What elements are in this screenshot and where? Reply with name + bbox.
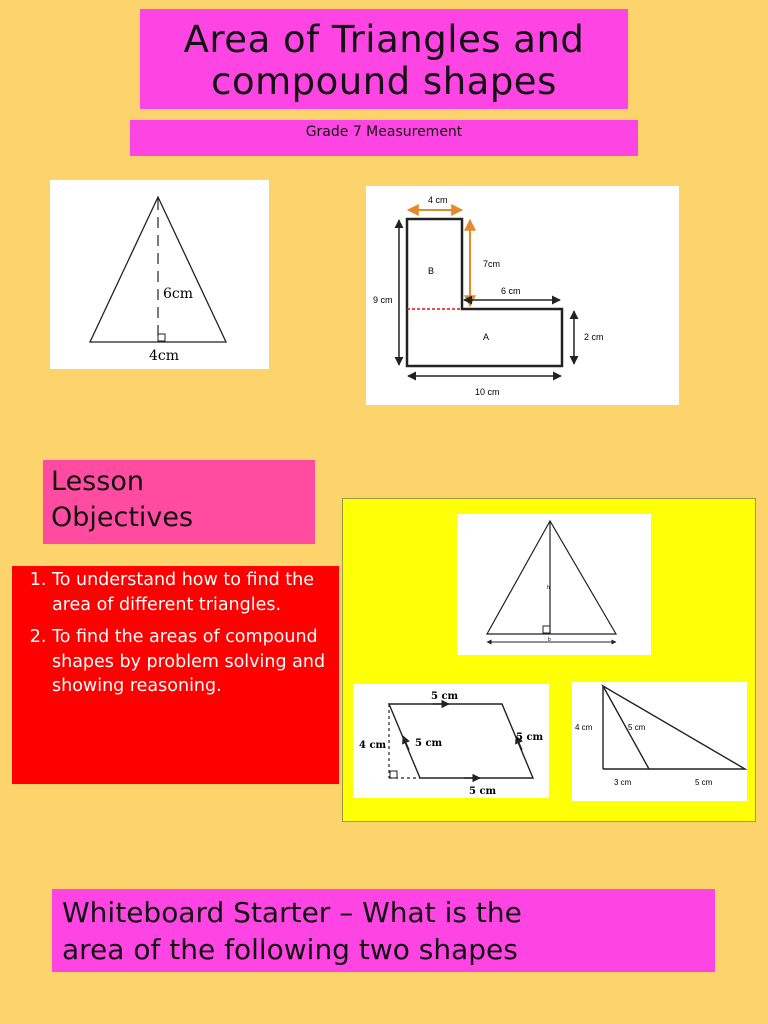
objectives-heading-line1: Lesson: [51, 466, 144, 497]
bottom-width-label: 10 cm: [475, 387, 500, 397]
isosceles-triangle-card: [457, 514, 651, 655]
parallel-mark-left: [403, 736, 409, 750]
region-b-label: B: [428, 266, 435, 276]
right-angle-marker: [158, 334, 165, 341]
page-subtitle: Grade 7 Measurement: [305, 124, 463, 140]
para-top-label: 5 cm: [431, 691, 459, 702]
parallelogram-card: [353, 684, 549, 798]
triangle-base-label: 4cm: [149, 348, 180, 364]
objectives-list: [12, 566, 339, 784]
obtuse-triangle-card: [572, 682, 747, 801]
triangle-figure-card: [50, 180, 269, 369]
obtuse-triangle-outline: [603, 686, 745, 769]
para-left-side-label: 5 cm: [415, 738, 443, 749]
page-title-line2: compound shapes: [211, 60, 557, 103]
parallelogram: [353, 684, 549, 798]
obtuse-height-label: 4 cm: [575, 723, 593, 732]
para-height-label: 4 cm: [359, 740, 387, 751]
iso-right-angle: [543, 626, 550, 633]
inner-width-label: 6 cm: [501, 286, 521, 296]
objectives-heading: [43, 460, 315, 544]
top-width-label: 4 cm: [428, 195, 448, 205]
triangle-figure: [50, 180, 269, 369]
region-a-label: A: [483, 332, 490, 342]
iso-triangle-outline: [487, 521, 616, 634]
iso-base-label: b: [548, 637, 551, 643]
l-shape-figure: [366, 186, 679, 405]
parallelogram-right-angle: [390, 771, 397, 778]
isosceles-triangle: [457, 514, 651, 655]
inner-height-label: 7cm: [483, 259, 501, 269]
l-shape-figure-card: [366, 186, 679, 405]
obtuse-side-label: 5 cm: [628, 723, 646, 732]
obtuse-triangle: [572, 682, 747, 801]
whiteboard-starter: [52, 889, 715, 972]
objective-item: 1. To understand how to find the area of different triangles.: [52, 568, 331, 617]
l-shape-outline: [407, 219, 562, 366]
starter-line1: Whiteboard Starter – What is the: [62, 896, 522, 929]
parallelogram-outline: [389, 704, 533, 778]
page-title-line1: Area of Triangles and: [183, 18, 585, 61]
objectives-heading-line2: Objectives: [51, 502, 194, 533]
triangle-height-label: 6cm: [163, 286, 194, 302]
objective-item: 2. To find the areas of compound shapes by problem solving and showing reasoning.: [52, 625, 331, 699]
iso-height-label: h: [547, 585, 550, 591]
example-shapes-panel: [342, 498, 756, 822]
para-bottom-label: 5 cm: [469, 786, 497, 797]
para-right-side-label: 5 cm: [516, 732, 544, 743]
subtitle-banner: [130, 120, 638, 156]
obtuse-right-base-label: 5 cm: [695, 778, 713, 787]
right-height-label: 2 cm: [584, 332, 604, 342]
left-height-label: 9 cm: [373, 295, 393, 305]
starter-line2: area of the following two shapes: [62, 933, 518, 966]
title-banner: [140, 9, 628, 109]
obtuse-left-base-label: 3 cm: [614, 778, 632, 787]
